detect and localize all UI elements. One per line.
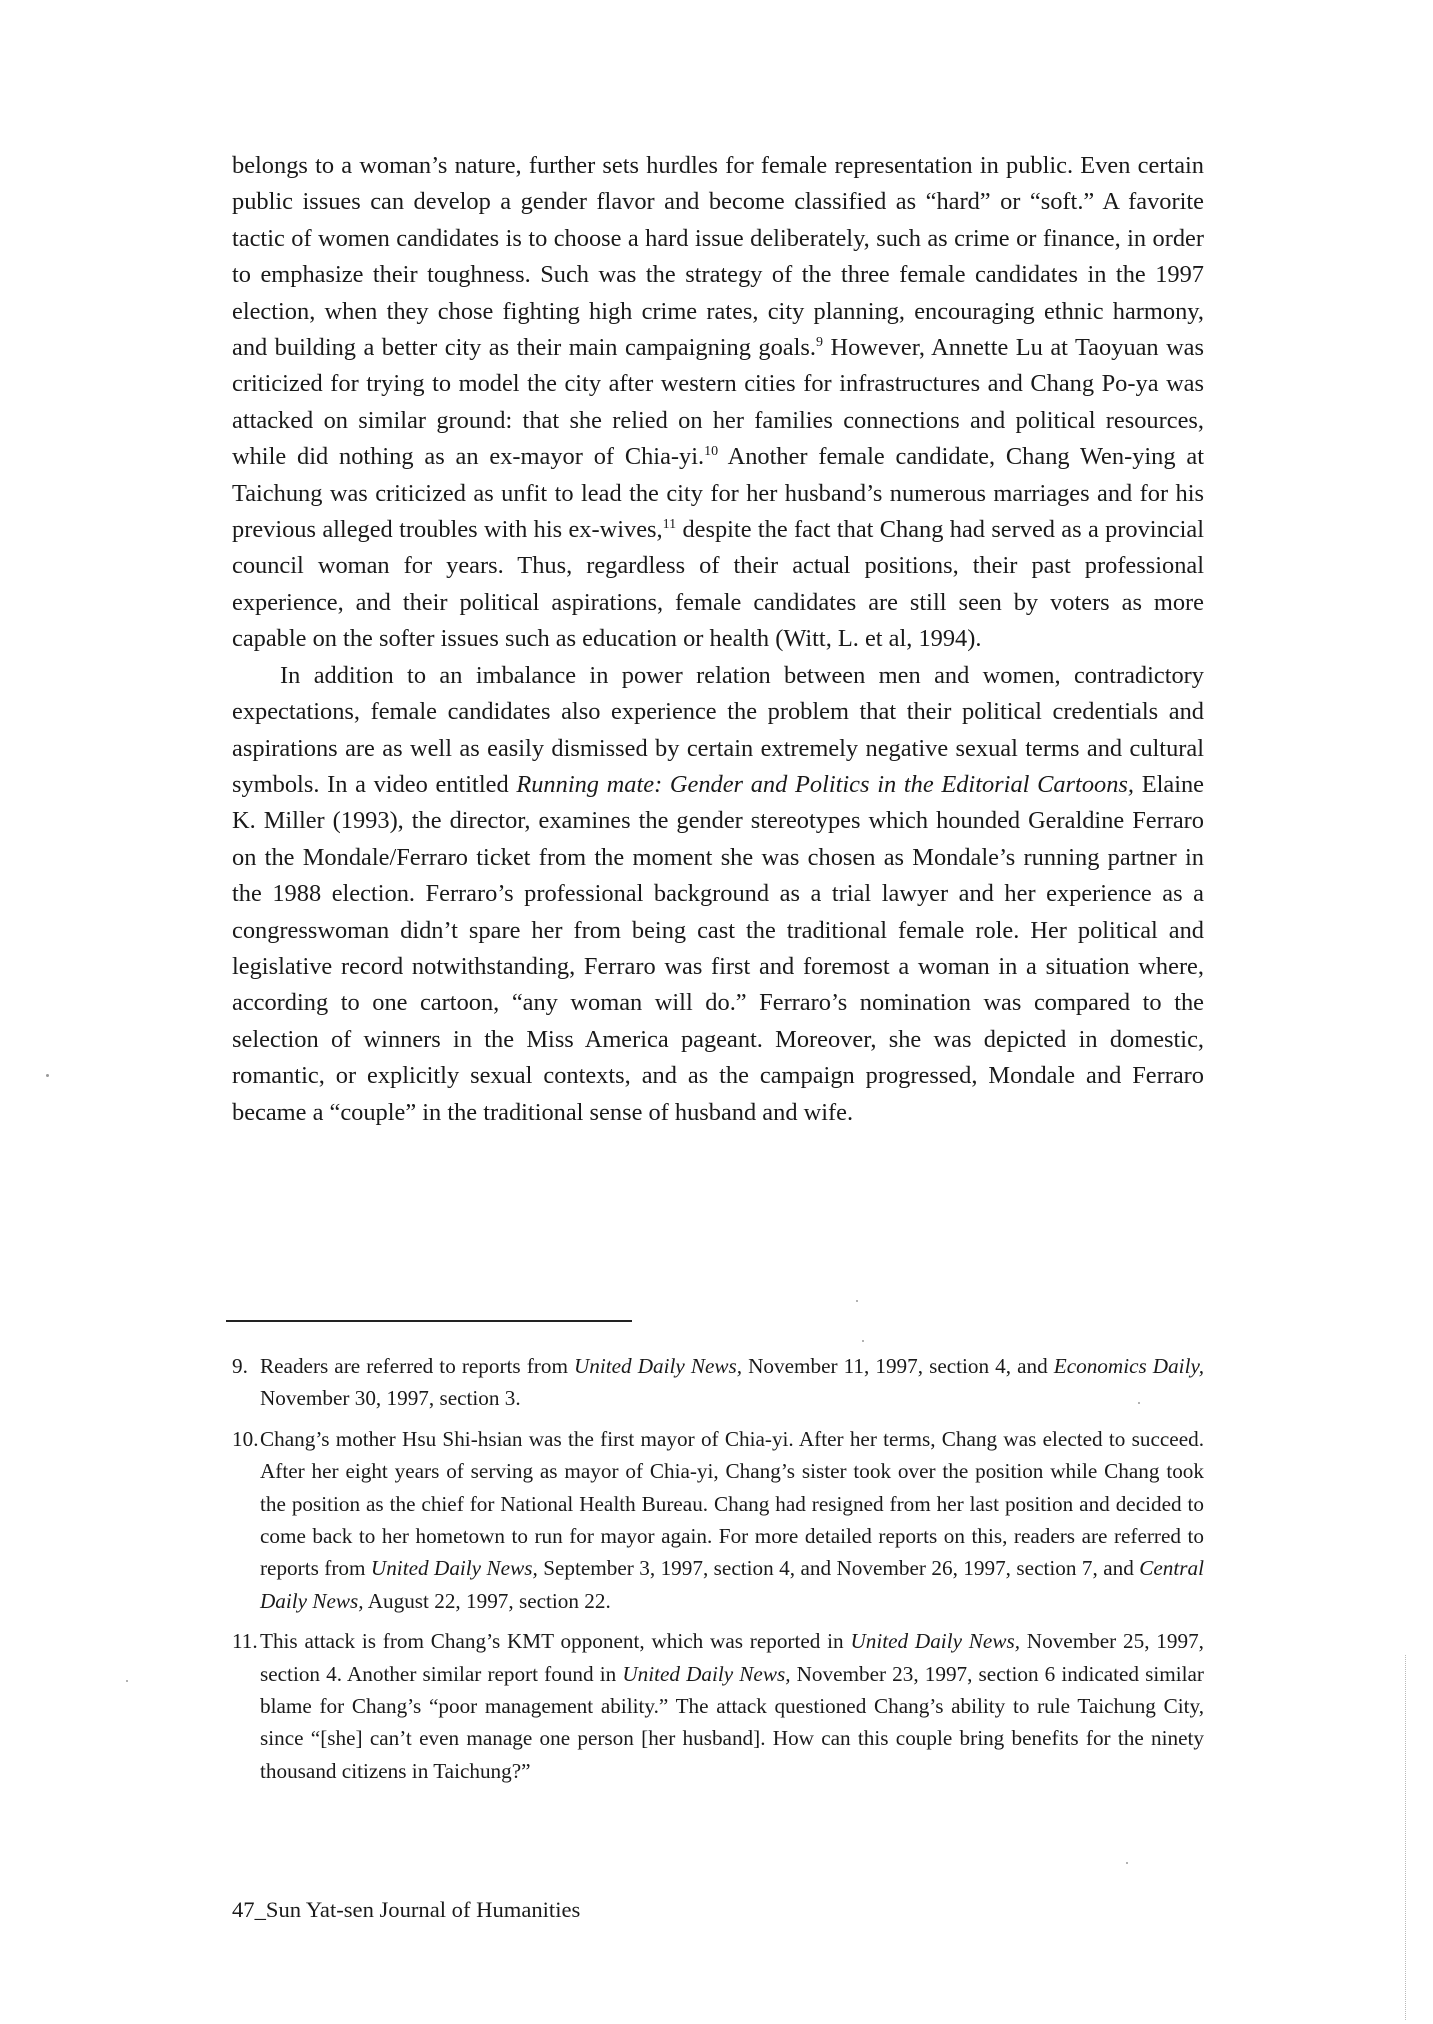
- text-run: Another female candidate, Chang Wen-ying at Taichung was criticized as unfit to lead the city for her husband’s numerous marriages and for his previous alleged troubles with his ex-wives,: [232, 443, 1205, 544]
- footnote-ref: 9: [816, 334, 823, 350]
- scan-speck: [862, 1340, 864, 1342]
- footnote-number: 11.: [232, 1629, 258, 1654]
- text-run: In addition to an imbalance in power relation between men and women, contradictory expectations, female candidates also experience the problem that their political credentials and aspirations are as well as easily dismissed by certain extremely negative sexual terms and cultural symbols. In a video entitled: [232, 661, 1204, 798]
- italic-title: United Daily News,: [622, 1661, 791, 1686]
- italic-title: Central Daily News,: [260, 1556, 1204, 1613]
- italic-title: Economics Daily,: [1053, 1354, 1204, 1378]
- scan-speck: [1138, 1402, 1140, 1404]
- footnote: [232, 1625, 1204, 1787]
- italic-title: United Daily News,: [573, 1354, 743, 1378]
- scan-speck: [46, 1074, 49, 1077]
- text-run: despite the fact that Chang had served as a provincial council woman for years. Thus, regardless of their actual positions, their past professional experience, and their political aspirations, female candidates are still seen by voters as more capable on the softer issues such as education or health (Witt, L. et al, 1994).: [232, 516, 1204, 653]
- text-run: November 25, 1997, section 4. Another similar report found in: [260, 1629, 1204, 1686]
- italic-title: United Daily News,: [370, 1556, 538, 1581]
- text-run: belongs to a woman’s nature, further sets hurdles for female representation in public. Even certain public issues can develop a gender flavor and become classified as “hard” or “soft.” A favorite tactic of women candidates is to choose a hard issue deliberately, such as crime or finance, in order to emphasize their toughness. Such was the strategy of the three female candidates in the 1997 election, when they chose fighting high crime rates, city planning, encouraging ethnic harmony, and building a better city as their main campaigning goals.: [232, 152, 1204, 362]
- text-run: August 22, 1997, section 22.: [363, 1588, 611, 1613]
- scan-speck: [126, 1680, 128, 1682]
- footnote-separator: [226, 1320, 632, 1322]
- text-run: November 23, 1997, section 6 indicated similar blame for Chang’s “poor management ability.” The attack questioned Chang’s ability to rule Taichung City, since “[she] can’t even manage one person [her husband]. How can this couple bring benefits for the ninety thousand citizens in Taichung?”: [260, 1661, 1204, 1783]
- page-footer: 47_Sun Yat-sen Journal of Humanities: [232, 1897, 581, 1922]
- footnote-number: 10.: [232, 1426, 259, 1451]
- scan-speck: [1126, 1862, 1128, 1864]
- text-run: November 11, 1997, section 4, and: [742, 1354, 1054, 1378]
- text-run: This attack is from Chang’s KMT opponent, which was reported in: [260, 1629, 851, 1654]
- scan-edge-line: [1405, 1655, 1406, 2020]
- italic-title: Running mate: Gender and Politics in the Editorial Cartoons,: [516, 770, 1135, 798]
- footnote: [232, 1350, 1204, 1415]
- text-run: However, Annette Lu at Taoyuan was criticized for trying to model the city after western cities for infrastructures and Chang Po-ya was attacked on similar ground: that she relied on her families connections and political resources, while did nothing as an ex-mayor of Chia-yi.: [232, 334, 1204, 471]
- text-run: Readers are referred to reports from: [260, 1354, 574, 1378]
- footnote: [232, 1423, 1204, 1617]
- footnote-ref: 11: [662, 516, 677, 532]
- text-run: Elaine K. Miller (1993), the director, examines the gender stereotypes which hounded Geraldine Ferraro on the Mondale/Ferraro ticket from the moment she was chosen as Mondale’s running partner in the 1988 election. Ferraro’s professional background as a trial lawyer and her experience as a congresswoman didn’t spare her from being cast the traditional female role. Her political and legislative record notwithstanding, Ferraro was first and foremost a woman in a situation where, according to one cartoon, “any woman will do.” Ferraro’s nomination was compared to the selection of winners in the Miss America pageant. Moreover, she was depicted in domestic, romantic, or explicitly sexual contexts, and as the campaign progressed, Mondale and Ferraro became a “couple” in the traditional sense of husband and wife.: [232, 770, 1204, 1126]
- footnote-ref: 10: [704, 444, 719, 460]
- text-run: November 30, 1997, section 3.: [260, 1386, 521, 1411]
- body-text: [232, 148, 1204, 1131]
- footnote-number: 9.: [232, 1354, 248, 1378]
- body-paragraph: [232, 148, 1204, 658]
- footnotes: [232, 1350, 1204, 1795]
- italic-title: United Daily News,: [850, 1629, 1020, 1654]
- scan-speck: [856, 1300, 858, 1302]
- text-run: Chang’s mother Hsu Shi-hsian was the first mayor of Chia-yi. After her terms, Chang was elected to succeed. After her eight years of serving as mayor of Chia-yi, Chang’s sister took over the position while Chang took the position as the chief for National Health Bureau. Chang had resigned from her last position and decided to come back to her hometown to run for mayor again. For more detailed reports on this, readers are referred to reports from: [260, 1426, 1204, 1581]
- body-paragraph: [232, 658, 1204, 1131]
- text-run: September 3, 1997, section 4, and November 26, 1997, section 7, and: [537, 1556, 1140, 1581]
